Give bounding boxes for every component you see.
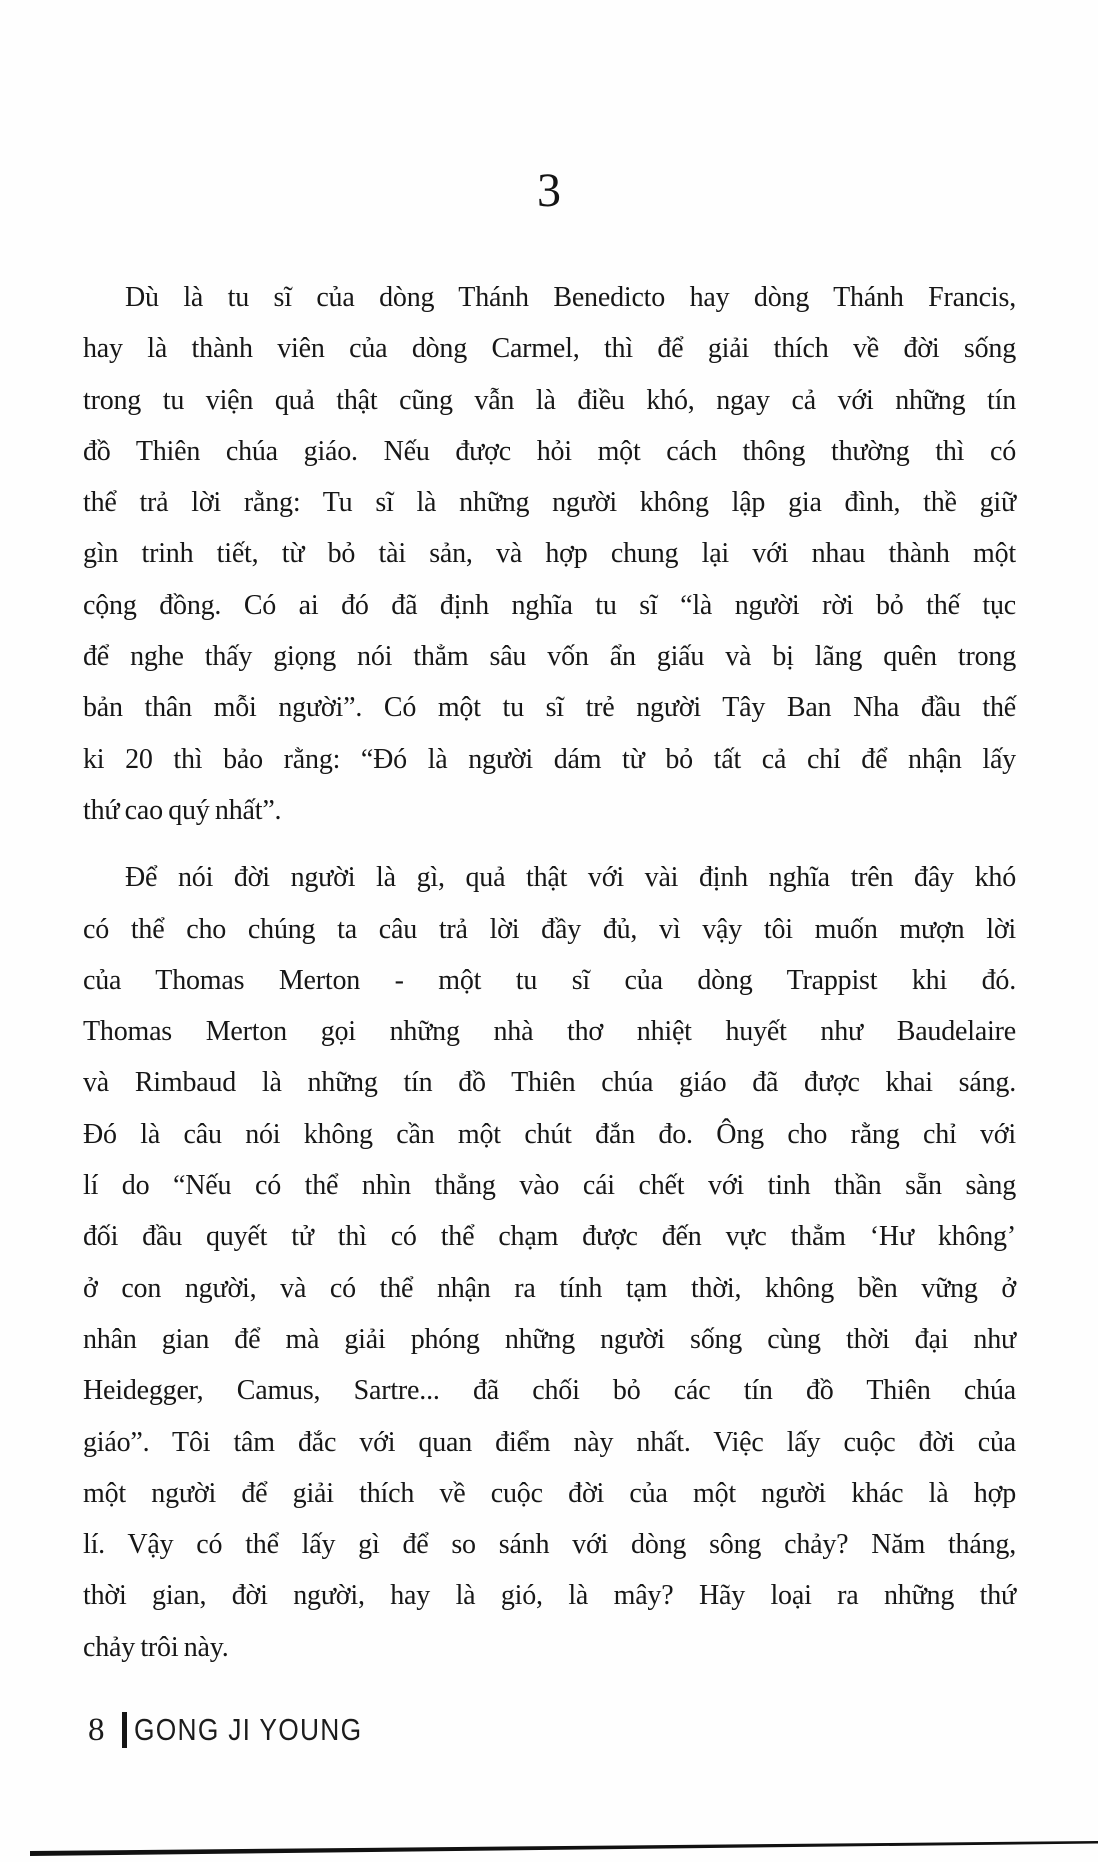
text-line: có thể cho chúng ta câu trả lời đầy đủ, vì vậy tôi muốn mượn lời — [83, 913, 1016, 945]
text-line: bản thân mỗi người”. Có một tu sĩ trẻ người Tây Ban Nha đầu thế — [83, 692, 1016, 724]
text-line: thứ cao quý nhất”. — [83, 794, 282, 826]
text-line: giáo”. Tôi tâm đắc với quan điểm này nhất. Việc lấy cuộc đời của — [83, 1426, 1016, 1458]
paragraph-2 — [83, 852, 1016, 1673]
text-line: lí. Vậy có thể lấy gì để so sánh với dòng sông chảy? Năm tháng, — [83, 1529, 1016, 1561]
text-line: cộng đồng. Có ai đó đã định nghĩa tu sĩ “là người rời bỏ thế tục — [83, 589, 1016, 621]
page-number: 8 — [88, 1711, 105, 1748]
text-line: Đó là câu nói không cần một chút đắn đo. Ông cho rằng chỉ với — [83, 1118, 1016, 1150]
text-line: thời gian, đời người, hay là gió, là mây? Hãy loại ra những thứ — [83, 1580, 1016, 1612]
paragraph-1 — [83, 272, 1016, 836]
page-footer — [88, 1708, 402, 1752]
text-line: để nghe thấy giọng nói thẳm sâu vốn ẩn giấu và bị lãng quên trong — [83, 641, 1016, 673]
text-line: Heidegger, Camus, Sartre... đã chối bỏ các tín đồ Thiên chúa — [83, 1375, 1016, 1407]
text-line: thể trả lời rằng: Tu sĩ là những người không lập gia đình, thề giữ — [83, 487, 1016, 519]
footer-divider-bar — [122, 1712, 127, 1748]
text-line: ki 20 thì bảo rằng: “Đó là người dám từ bỏ tất cả chỉ để nhận lấy — [83, 743, 1016, 775]
text-line: một người để giải thích về cuộc đời của một người khác là hợp — [83, 1477, 1016, 1509]
chapter-number: 3 — [537, 164, 561, 217]
page-edge-line — [0, 1834, 1098, 1860]
text-line: đồ Thiên chúa giáo. Nếu được hỏi một cách thông thường thì có — [83, 435, 1016, 467]
text-line: chảy trôi này. — [83, 1631, 229, 1663]
author-name: GONG JI YOUNG — [133, 1712, 362, 1747]
body-text — [83, 272, 1016, 1673]
text-line: Dù là tu sĩ của dòng Thánh Benedicto hay dòng Thánh Francis, — [125, 282, 1016, 313]
text-line: hay là thành viên của dòng Carmel, thì để giải thích về đời sống — [83, 333, 1016, 365]
text-line: trong tu viện quả thật cũng vẫn là điều khó, ngay cả với những tín — [83, 384, 1016, 416]
text-line: gìn trinh tiết, từ bỏ tài sản, và hợp chung lại với nhau thành một — [83, 538, 1016, 570]
text-line: và Rimbaud là những tín đồ Thiên chúa giáo đã được khai sáng. — [83, 1067, 1016, 1099]
text-line: ở con người, và có thể nhận ra tính tạm thời, không bền vững ở — [83, 1272, 1016, 1304]
text-line: đối đầu quyết tử thì có thể chạm được đến vực thẳm ‘Hư không’ — [83, 1221, 1016, 1253]
text-line: của Thomas Merton - một tu sĩ của dòng Trappist khi đó. — [83, 964, 1016, 996]
text-line: lí do “Nếu có thể nhìn thẳng vào cái chết với tinh thần sẵn sàng — [83, 1170, 1016, 1202]
text-line: nhân gian để mà giải phóng những người sống cùng thời đại như — [83, 1323, 1016, 1355]
text-line: Thomas Merton gọi những nhà thơ nhiệt huyết như Baudelaire — [83, 1016, 1016, 1048]
text-line: Để nói đời người là gì, quả thật với vài định nghĩa trên đây khó — [125, 862, 1016, 894]
